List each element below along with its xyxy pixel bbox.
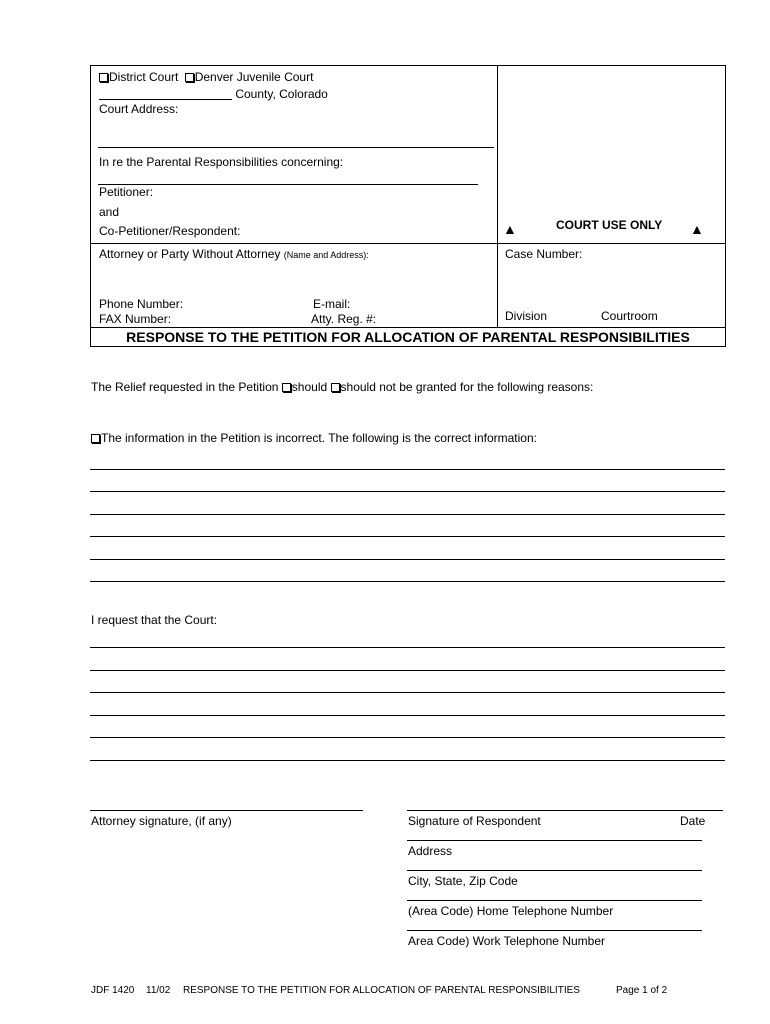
in-re-line xyxy=(98,184,478,185)
should-checkbox[interactable] xyxy=(282,383,291,392)
caption-box xyxy=(90,65,726,347)
attorney-signature-label: Attorney signature, (if any) xyxy=(91,814,232,828)
arrow-up-icon: ▲ xyxy=(690,221,704,237)
request-line[interactable] xyxy=(90,737,725,738)
district-court-checkbox[interactable] xyxy=(99,73,108,82)
footer-revision: 11/02 xyxy=(146,985,171,996)
correct-info-line[interactable] xyxy=(90,536,725,537)
denver-juvenile-court-checkbox[interactable] xyxy=(185,73,194,82)
court-use-only-label: COURT USE ONLY xyxy=(556,218,663,232)
date-label: Date xyxy=(680,814,706,828)
form-title: RESPONSE TO THE PETITION FOR ALLOCATION OF PARENTAL RESPONSIBILITIES xyxy=(126,329,690,345)
request-line[interactable] xyxy=(90,760,725,761)
arrow-up-icon: ▲ xyxy=(503,221,517,237)
request-line[interactable] xyxy=(90,715,725,716)
correct-info-line[interactable] xyxy=(90,581,725,582)
correct-info-line[interactable] xyxy=(90,469,725,470)
petitioner-label: Petitioner: xyxy=(99,185,154,199)
phone-label: Phone Number: xyxy=(99,297,184,311)
should-not-checkbox[interactable] xyxy=(331,383,340,392)
attorney-signature-line[interactable] xyxy=(90,810,363,811)
work-phone-label: Area Code) Work Telephone Number xyxy=(408,934,605,948)
and-label: and xyxy=(99,205,120,219)
case-number-label: Case Number: xyxy=(505,247,583,261)
atty-reg-label: Atty. Reg. #: xyxy=(311,312,377,326)
request-line[interactable] xyxy=(90,670,725,671)
attorney-label-text: Attorney or Party Without Attorney xyxy=(99,247,281,261)
caption-divider-vertical xyxy=(497,65,498,327)
work-phone-line[interactable] xyxy=(407,930,702,931)
footer-form-name: RESPONSE TO THE PETITION FOR ALLOCATION OF PARENTAL RESPONSIBILITIES xyxy=(183,985,580,996)
address-line[interactable] xyxy=(407,840,702,841)
correct-info-line[interactable] xyxy=(90,514,725,515)
should-label: should xyxy=(291,380,328,394)
relief-prefix: The Relief requested in the Petition xyxy=(91,380,279,394)
incorrect-info-statement xyxy=(91,431,537,445)
home-phone-line[interactable] xyxy=(407,900,702,901)
request-line[interactable] xyxy=(90,647,725,648)
denver-juvenile-court-label: Denver Juvenile Court xyxy=(194,70,314,84)
county-line xyxy=(99,87,328,101)
request-label: I request that the Court: xyxy=(91,613,218,627)
request-line[interactable] xyxy=(90,692,725,693)
in-re-label: In re the Parental Responsibilities concerning: xyxy=(99,155,344,169)
county-blank[interactable] xyxy=(99,89,232,100)
caption-divider-horizontal xyxy=(90,243,726,244)
attorney-label xyxy=(99,247,369,261)
attorney-label-note: (Name and Address): xyxy=(283,250,369,260)
city-state-zip-label: City, State, Zip Code xyxy=(408,874,518,888)
respondent-signature-line[interactable] xyxy=(407,810,723,811)
court-address-label: Court Address: xyxy=(99,102,179,116)
county-suffix: County, Colorado xyxy=(235,87,328,101)
court-options xyxy=(99,70,313,84)
caption-divider-title xyxy=(90,327,726,328)
correct-info-line[interactable] xyxy=(90,559,725,560)
respondent-signature-label: Signature of Respondent xyxy=(408,814,541,828)
incorrect-info-label: The information in the Petition is incorrect. The following is the correct information: xyxy=(101,431,537,445)
home-phone-label: (Area Code) Home Telephone Number xyxy=(408,904,614,918)
correct-info-line[interactable] xyxy=(90,491,725,492)
city-state-zip-line[interactable] xyxy=(407,870,702,871)
relief-statement xyxy=(91,380,593,394)
footer-page: Page 1 of 2 xyxy=(616,985,668,996)
fax-label: FAX Number: xyxy=(99,312,172,326)
co-petitioner-label: Co-Petitioner/Respondent: xyxy=(99,224,241,238)
division-label: Division xyxy=(505,309,548,323)
email-label: E-mail: xyxy=(313,297,351,311)
court-address-line xyxy=(98,147,494,148)
incorrect-info-checkbox[interactable] xyxy=(91,434,100,443)
address-label: Address xyxy=(408,844,453,858)
should-not-label: should not be granted for the following reasons: xyxy=(340,380,594,394)
courtroom-label: Courtroom xyxy=(601,309,658,323)
footer-form-id: JDF 1420 xyxy=(91,985,135,996)
district-court-label: District Court xyxy=(109,70,179,84)
